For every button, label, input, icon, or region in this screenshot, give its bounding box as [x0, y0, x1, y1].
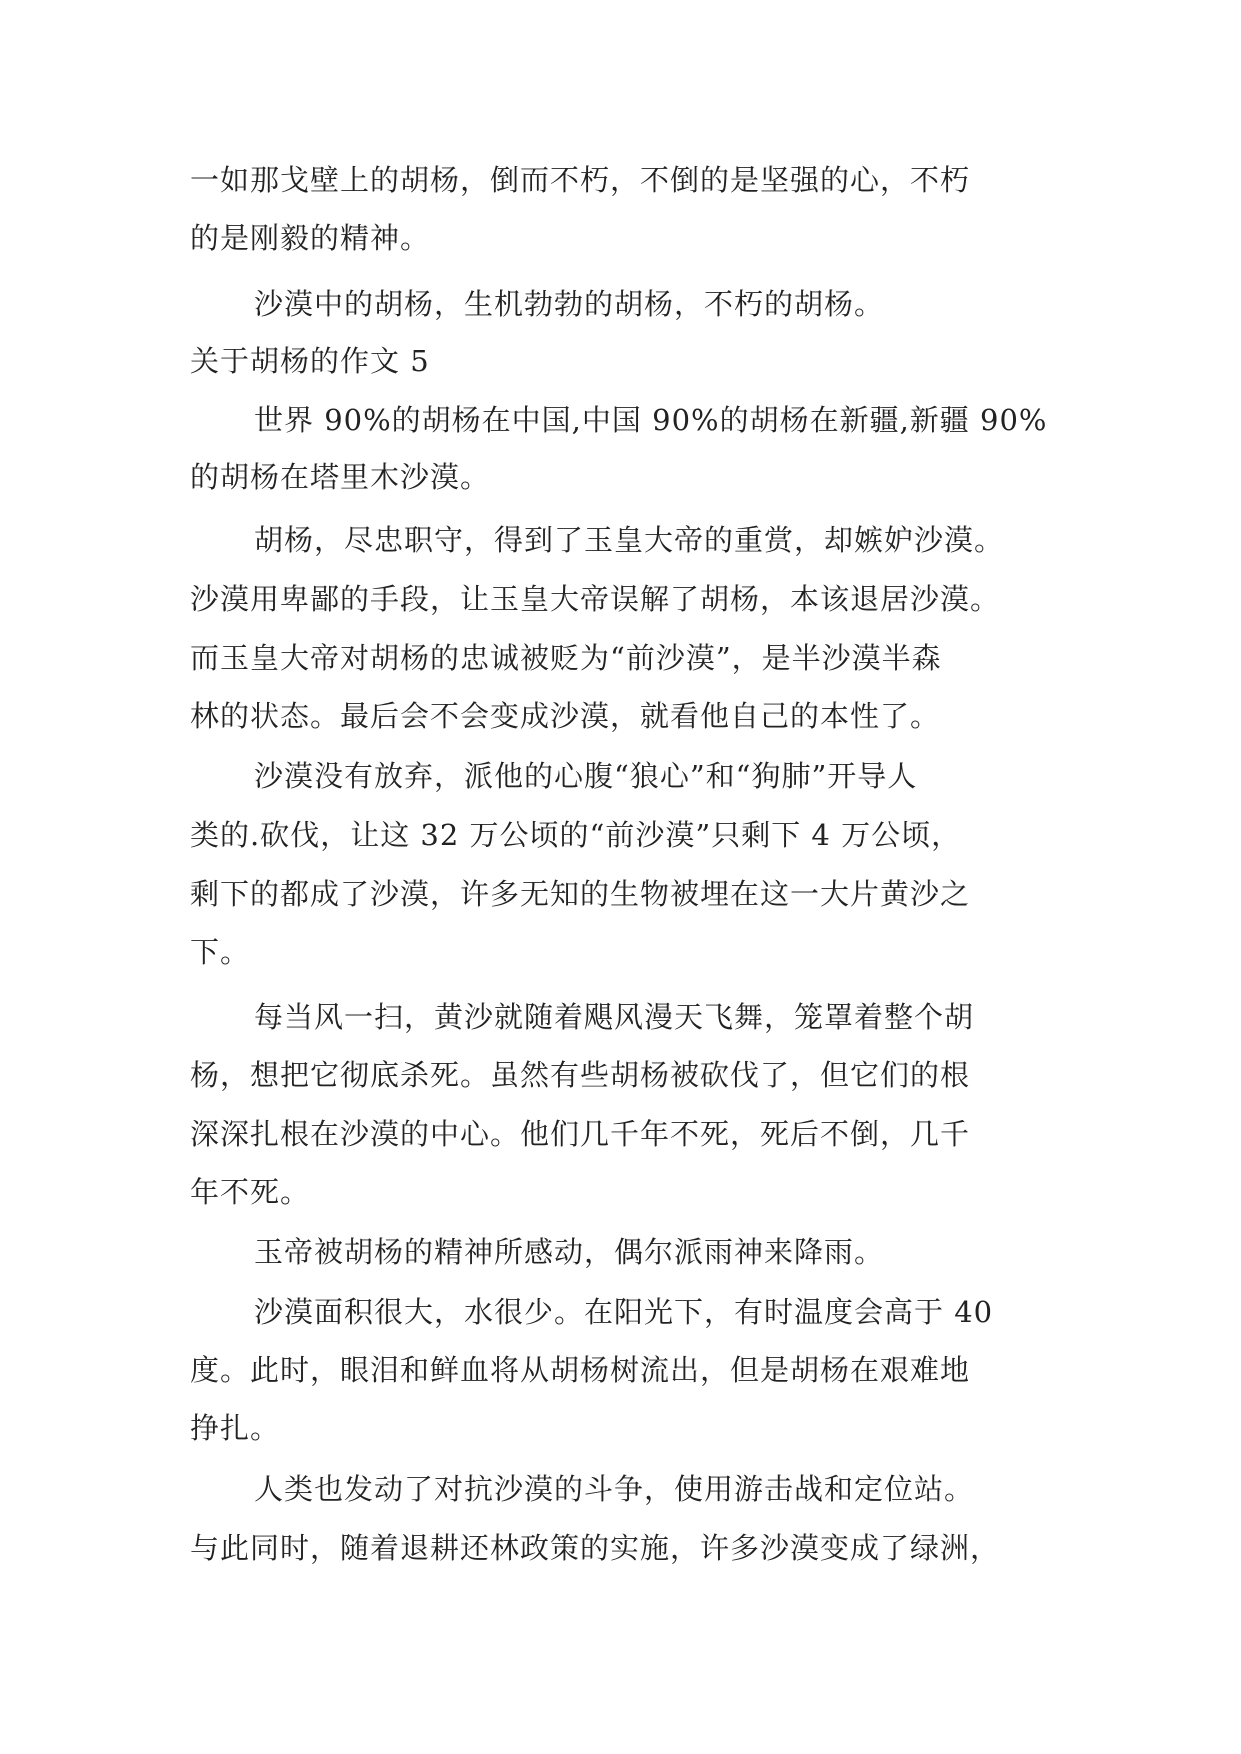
text-line: 的是刚毅的精神。: [190, 221, 431, 255]
text-line: 年不死。: [190, 1175, 311, 1209]
text-line: 每当风一扫，黄沙就随着飓风漫天飞舞，笼罩着整个胡: [254, 1000, 975, 1034]
text-line: 的胡杨在塔里木沙漠。: [190, 460, 491, 494]
text-line: 而玉皇大帝对胡杨的忠诚被贬为“前沙漠”，是半沙漠半森: [190, 641, 942, 675]
text-line: 度。此时，眼泪和鲜血将从胡杨树流出，但是胡杨在艰难地: [190, 1353, 971, 1387]
text-line: 深深扎根在沙漠的中心。他们几千年不死，死后不倒，几千: [190, 1117, 971, 1151]
text-line: 沙漠中的胡杨，生机勃勃的胡杨，不朽的胡杨。: [254, 287, 885, 321]
text-line: 人类也发动了对抗沙漠的斗争，使用游击战和定位站。: [254, 1472, 975, 1506]
text-line: 挣扎。: [190, 1411, 281, 1445]
section-heading: 关于胡杨的作文 5: [190, 344, 430, 378]
text-line: 沙漠面积很大，水很少。在阳光下，有时温度会高于 40: [254, 1295, 994, 1329]
text-line: 胡杨，尽忠职守，得到了玉皇大帝的重赏，却嫉妒沙漠。: [254, 523, 1005, 557]
text-line: 沙漠用卑鄙的手段，让玉皇大帝误解了胡杨，本该退居沙漠。: [190, 582, 1001, 616]
text-line: 世界 90%的胡杨在中国,中国 90%的胡杨在新疆,新疆 90%: [254, 403, 1048, 437]
text-line: 一如那戈壁上的胡杨，倒而不朽，不倒的是坚强的心，不朽: [190, 163, 971, 197]
text-line: 林的状态。最后会不会变成沙漠，就看他自己的本性了。: [190, 699, 941, 733]
text-line: 沙漠没有放弃，派他的心腹“狼心”和“狗肺”开导人: [254, 759, 918, 793]
text-line: 玉帝被胡杨的精神所感动，偶尔派雨神来降雨。: [254, 1235, 885, 1269]
text-line: 剩下的都成了沙漠，许多无知的生物被埋在这一大片黄沙之: [190, 877, 971, 911]
text-line: 与此同时，随着退耕还林政策的实施，许多沙漠变成了绿洲，: [190, 1531, 1001, 1565]
text-line: 杨，想把它彻底杀死。虽然有些胡杨被砍伐了，但它们的根: [190, 1058, 971, 1092]
text-line: 类的.砍伐，让这 32 万公顷的“前沙漠”只剩下 4 万公顷，: [190, 818, 962, 852]
text-line: 下。: [190, 935, 251, 969]
